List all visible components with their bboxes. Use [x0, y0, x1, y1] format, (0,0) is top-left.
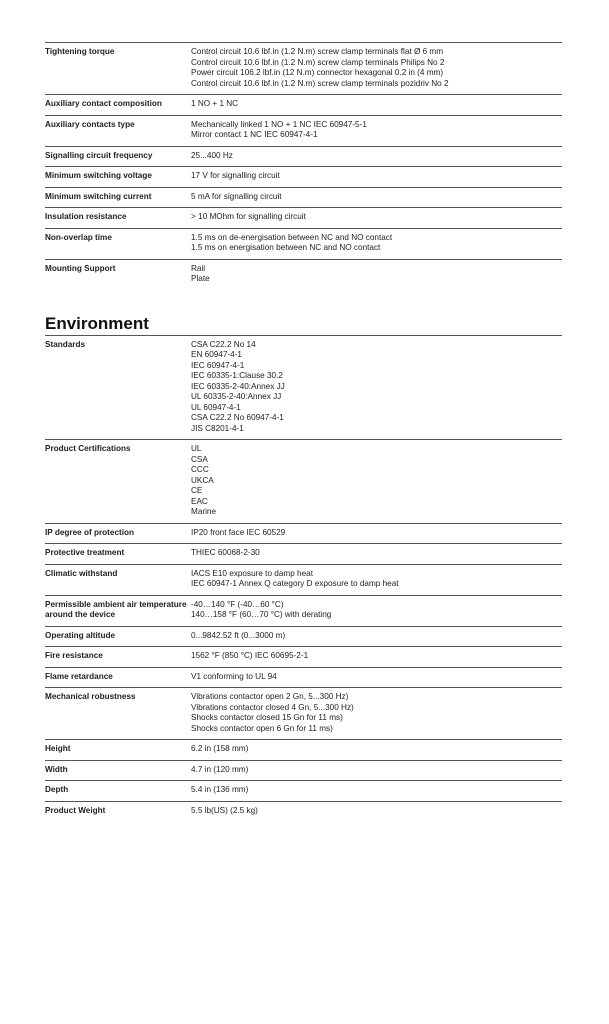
spec-value-line: 17 V for signalling circuit — [191, 171, 280, 180]
spec-row — [45, 146, 562, 167]
spec-row — [45, 187, 562, 208]
spec-table-general — [45, 42, 562, 290]
spec-label: Minimum switching current — [45, 191, 152, 201]
spec-value — [191, 527, 562, 539]
spec-value-line: UL — [191, 444, 202, 453]
spec-page — [45, 42, 562, 821]
spec-value-line: IACS E10 exposure to damp heat — [191, 568, 313, 578]
spec-row — [45, 439, 562, 523]
spec-value — [191, 671, 562, 683]
spec-value-line: 140…158 °F (60…70 °C) with derating — [191, 610, 332, 619]
spec-value-line: Vibrations contactor open 2 Gn, 5...300 Hz) — [191, 692, 349, 701]
spec-value-line: CE — [191, 486, 203, 495]
spec-row — [45, 42, 562, 94]
spec-label: IP degree of protection — [45, 527, 135, 537]
spec-value-line: IP20 front face IEC 60529 — [191, 527, 286, 537]
spec-value-line: CSA C22.2 No 14 — [191, 339, 256, 349]
spec-label: Flame retardance — [45, 671, 113, 681]
spec-row — [45, 646, 562, 667]
spec-label: Depth — [45, 785, 69, 794]
spec-value-line: UL 60947-4-1 — [191, 402, 241, 412]
spec-value-line: Mechanically linked 1 NO + 1 NC IEC 60947-5-1 — [191, 119, 367, 129]
spec-row — [45, 335, 562, 440]
spec-value-line: 5.4 in (136 mm) — [191, 785, 249, 794]
spec-row — [45, 626, 562, 647]
spec-row — [45, 801, 562, 822]
spec-label: Operating altitude — [45, 630, 116, 640]
spec-value — [191, 568, 562, 590]
spec-label: Climatic withstand — [45, 568, 118, 578]
spec-row — [45, 780, 562, 801]
spec-label: Signalling circuit frequency — [45, 150, 153, 160]
spec-value-line: UKCA — [191, 475, 214, 485]
spec-row — [45, 259, 562, 290]
spec-value-line: 4.7 in (120 mm) — [191, 764, 249, 774]
spec-value-line: EN 60947-4-1 — [191, 350, 242, 359]
spec-value-line: 5 mA for signalling circuit — [191, 191, 282, 201]
spec-label: Permissible ambient air temperature around the device — [45, 599, 187, 619]
spec-value — [191, 784, 562, 796]
spec-value-line: V1 conforming to UL 94 — [191, 671, 277, 681]
spec-value — [191, 150, 562, 162]
spec-row — [45, 523, 562, 544]
spec-value-line: 1.5 ms on de-energisation between NC and NO contact — [191, 232, 393, 242]
spec-row — [45, 228, 562, 259]
spec-value — [191, 805, 562, 817]
spec-value-line: Control circuit 10.6 lbf.in (1.2 N.m) screw clamp terminals Philips No 2 — [191, 57, 445, 67]
spec-label: Tightening torque — [45, 47, 115, 56]
spec-value-line: Marine — [191, 507, 217, 516]
spec-row — [45, 166, 562, 187]
spec-value-line: Vibrations contactor closed 4 Gn, 5...300 Hz) — [191, 702, 354, 712]
spec-value — [191, 119, 562, 141]
spec-row — [45, 94, 562, 115]
spec-value-line: CSA — [191, 454, 208, 464]
spec-value-line: IEC 60947-1 Annex Q category D exposure to damp heat — [191, 579, 399, 588]
spec-label: Auxiliary contact composition — [45, 99, 162, 108]
spec-row — [45, 739, 562, 760]
spec-value — [191, 46, 562, 89]
spec-label: Protective treatment — [45, 548, 125, 557]
spec-value — [191, 232, 562, 254]
spec-value-line: > 10 MOhm for signalling circuit — [191, 212, 306, 221]
spec-value — [191, 98, 562, 110]
spec-value-line: Mirror contact 1 NC IEC 60947-4-1 — [191, 130, 318, 139]
spec-value-line: 25...400 Hz — [191, 150, 233, 160]
spec-value — [191, 170, 562, 182]
spec-value-line: 6.2 in (158 mm) — [191, 744, 249, 753]
spec-row — [45, 207, 562, 228]
spec-value-line: Shocks contactor open 6 Gn for 11 ms) — [191, 723, 333, 733]
spec-value-line: 0...9842.52 ft (0...3000 m) — [191, 630, 286, 640]
spec-value-line: 5.5 lb(US) (2.5 kg) — [191, 805, 258, 815]
spec-value — [191, 650, 562, 662]
spec-label: Width — [45, 764, 68, 774]
spec-row — [45, 667, 562, 688]
spec-row — [45, 760, 562, 781]
spec-label: Fire resistance — [45, 651, 103, 660]
spec-value — [191, 743, 562, 755]
spec-value-line: EAC — [191, 496, 208, 506]
section-title-environment: Environment — [45, 313, 149, 333]
spec-value-line: IEC 60947-4-1 — [191, 360, 245, 370]
spec-value-line: CSA C22.2 No 60947-4-1 — [191, 413, 284, 422]
spec-value-line: 1 NO + 1 NC — [191, 99, 239, 108]
spec-label: Auxiliary contacts type — [45, 119, 135, 129]
spec-label: Non-overlap time — [45, 232, 112, 242]
spec-value — [191, 191, 562, 203]
spec-value-line: Shocks contactor closed 15 Gn for 11 ms) — [191, 713, 343, 722]
spec-value-line: 1.5 ms on energisation between NC and NO contact — [191, 243, 381, 252]
spec-row — [45, 595, 562, 626]
spec-table-environment — [45, 335, 562, 822]
spec-row — [45, 564, 562, 595]
spec-value-line: Power circuit 106.2 lbf.in (12 N.m) connector hexagonal 0.2 in (4 mm) — [191, 68, 444, 77]
spec-label: Mounting Support — [45, 263, 116, 273]
spec-label: Minimum switching voltage — [45, 171, 152, 180]
spec-value — [191, 630, 562, 642]
spec-value — [191, 547, 562, 559]
spec-label: Insulation resistance — [45, 212, 127, 221]
spec-label: Height — [45, 744, 71, 753]
spec-value — [191, 599, 562, 621]
spec-label: Standards — [45, 339, 86, 349]
spec-value-line: THIEC 60068-2-30 — [191, 548, 260, 557]
spec-value-line: -40…140 °F (-40…60 °C) — [191, 599, 284, 609]
spec-value — [191, 211, 562, 223]
spec-value-line: Control circuit 10.6 lbf.in (1.2 N.m) screw clamp terminals pozidriv No 2 — [191, 78, 449, 88]
spec-value-line: Control circuit 10.6 lbf.in (1.2 N.m) screw clamp terminals flat Ø 6 mm — [191, 47, 444, 56]
spec-value-line: Rail — [191, 263, 206, 273]
spec-value-line: UL 60335-2-40:Annex JJ — [191, 392, 282, 401]
spec-row — [45, 687, 562, 739]
spec-label: Product Certifications — [45, 444, 131, 453]
spec-row — [45, 115, 562, 146]
spec-value-line: IEC 60335-1:Clause 30.2 — [191, 371, 283, 380]
spec-value-line: Plate — [191, 274, 210, 283]
spec-value — [191, 339, 562, 435]
spec-value — [191, 443, 562, 518]
spec-value-line: CCC — [191, 465, 209, 474]
spec-value — [191, 764, 562, 776]
spec-value-line: 1562 °F (850 °C) IEC 60695-2-1 — [191, 651, 309, 660]
spec-value — [191, 263, 562, 285]
spec-label: Mechanical robustness — [45, 692, 136, 701]
spec-row — [45, 543, 562, 564]
spec-value — [191, 691, 562, 734]
spec-value-line: JIS C8201-4-1 — [191, 423, 244, 433]
spec-label: Product Weight — [45, 805, 106, 815]
spec-value-line: IEC 60335-2-40:Annex JJ — [191, 381, 285, 391]
